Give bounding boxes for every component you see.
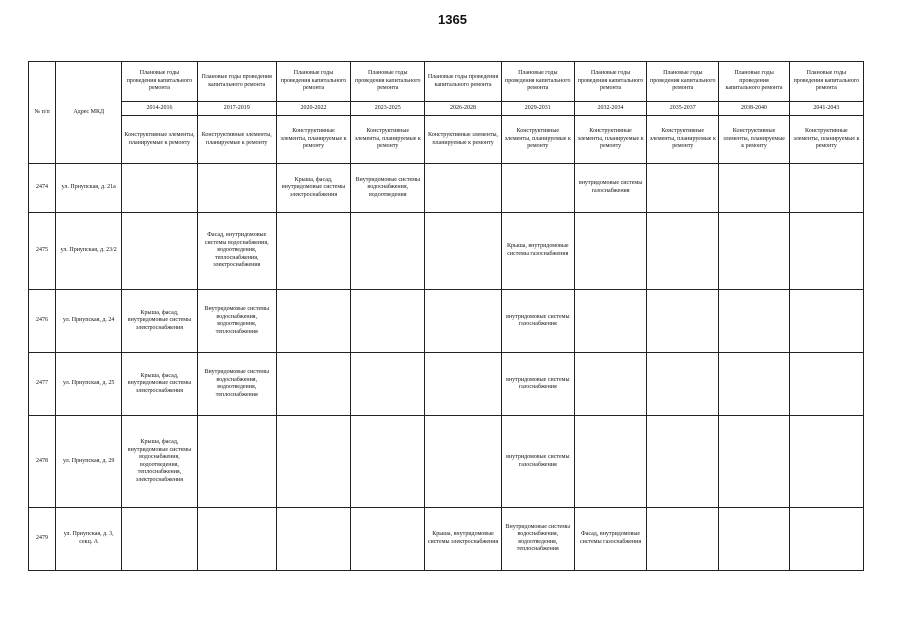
subheader: Конструктивные элементы, планируемые к ремонту <box>789 116 863 164</box>
repair-cell <box>574 212 646 289</box>
period-header: 2014-2016 <box>122 102 197 116</box>
group-header: Плановые годы проведения капитального ремонта <box>501 62 574 102</box>
repair-cell <box>351 507 425 570</box>
subheader: Конструктивные элементы, планируемые к ремонту <box>574 116 646 164</box>
repair-cell: Крыша, фасад, внутридомовые системы электроснабжения <box>122 290 197 353</box>
row-address: ул. Приупская, д. 3, секц. А <box>56 507 122 570</box>
repair-cell: Внутридомовые системы водоснабжения, водоотведения, теплоснабжения <box>501 507 574 570</box>
repair-cell <box>197 416 276 508</box>
repair-cell <box>647 164 719 213</box>
repair-cell <box>425 164 501 213</box>
group-header: Плановые годы проведения капитального ремонта <box>276 62 350 102</box>
repair-cell <box>647 290 719 353</box>
repair-cell <box>197 164 276 213</box>
subheader: Конструктивные элементы, планируемые к ремонту <box>351 116 425 164</box>
repair-cell: Крыша, внутридомовые системы газоснабжения <box>501 212 574 289</box>
repair-cell <box>122 212 197 289</box>
repair-cell <box>789 507 863 570</box>
repair-cell: Фасад, внутридомовые системы водоснабжения, водоотведения, теплоснабжения, электроснабжения <box>197 212 276 289</box>
repair-cell: Внутридомовые системы водоснабжения, водоотведения, теплоснабжения <box>197 353 276 416</box>
repair-cell <box>789 353 863 416</box>
row-address: ул. Приупская, д. 29 <box>56 416 122 508</box>
table-row <box>29 290 864 353</box>
repair-cell <box>122 164 197 213</box>
repair-cell: Крыша, внутридомовые системы электроснабжения <box>425 507 501 570</box>
repair-cell <box>719 290 789 353</box>
repair-cell <box>789 212 863 289</box>
repair-cell <box>574 290 646 353</box>
table-row <box>29 212 864 289</box>
repair-cell <box>276 212 350 289</box>
repair-cell: внутридомовые системы газоснабжения <box>574 164 646 213</box>
repair-cell: внутридомовые системы газоснабжения <box>501 290 574 353</box>
table-row <box>29 416 864 508</box>
page-number: 1365 <box>438 12 467 27</box>
row-number: 2479 <box>29 507 56 570</box>
repair-cell <box>789 416 863 508</box>
group-header: Плановые годы проведения капитального ремонта <box>574 62 646 102</box>
repair-cell <box>719 353 789 416</box>
subheader: Конструктивные элементы, планируемые к ремонту <box>425 116 501 164</box>
repair-cell <box>351 416 425 508</box>
group-header: Плановые годы проведения капитального ремонта <box>351 62 425 102</box>
repair-cell: Внутридомовые системы водоснабжения, водоотведения <box>351 164 425 213</box>
row-number: 2474 <box>29 164 56 213</box>
row-address: ул. Приупская, д. 24 <box>56 290 122 353</box>
repair-cell <box>276 416 350 508</box>
repair-cell <box>425 353 501 416</box>
header-address: Адрес МКД <box>56 62 122 164</box>
repair-cell <box>351 290 425 353</box>
repair-cell <box>789 164 863 213</box>
repair-cell <box>647 212 719 289</box>
subheader: Конструктивные элементы, планируемые к ремонту <box>501 116 574 164</box>
subheader: Конструктивные элементы, планируемые к ремонту <box>276 116 350 164</box>
subheader: Конструктивные элементы, планируемые к ремонту <box>197 116 276 164</box>
period-header: 2035-2037 <box>647 102 719 116</box>
group-header: Плановые годы проведения капитального ремонта <box>122 62 197 102</box>
header-number: № п/п <box>29 62 56 164</box>
group-header: Плановые годы проведения капитального ремонта <box>719 62 789 102</box>
repair-cell <box>719 507 789 570</box>
subheader: Конструктивные элементы, планируемые к ремонту <box>647 116 719 164</box>
group-header: Плановые годы проведения капитального ремонта <box>425 62 501 102</box>
repair-cell <box>574 416 646 508</box>
repair-cell <box>425 212 501 289</box>
repair-cell <box>647 507 719 570</box>
subheader: Конструктивные элементы, планируемые к ремонту <box>122 116 197 164</box>
table-row <box>29 164 864 213</box>
repair-cell <box>276 507 350 570</box>
repair-cell: Крыша, фасад, внутридомовые системы электроснабжения <box>122 353 197 416</box>
repair-cell <box>574 353 646 416</box>
group-header: Плановые годы проведения капитального ремонта <box>197 62 276 102</box>
period-header: 2020-2022 <box>276 102 350 116</box>
group-header: Плановые годы проведения капитального ремонта <box>789 62 863 102</box>
repair-cell <box>197 507 276 570</box>
subheader: Конструктивные элементы, планируемые к ремонту <box>719 116 789 164</box>
period-header: 2026-2028 <box>425 102 501 116</box>
repair-cell: внутридомовые системы газоснабжения <box>501 353 574 416</box>
capital-repair-table <box>28 61 864 571</box>
row-number: 2478 <box>29 416 56 508</box>
repair-cell: Крыша, фасад, внутридомовые системы водоснабжения, водоотведения, теплоснабжения, электроснабжения <box>122 416 197 508</box>
period-header: 2041-2043 <box>789 102 863 116</box>
repair-cell <box>276 290 350 353</box>
repair-cell <box>501 164 574 213</box>
repair-cell <box>789 290 863 353</box>
repair-cell: внутридомовые системы газоснабжения <box>501 416 574 508</box>
repair-cell <box>647 416 719 508</box>
period-header: 2032-2034 <box>574 102 646 116</box>
row-number: 2475 <box>29 212 56 289</box>
period-header: 2038-2040 <box>719 102 789 116</box>
row-address: ул. Прнупская, д. 21а <box>56 164 122 213</box>
repair-cell <box>351 212 425 289</box>
repair-cell <box>719 212 789 289</box>
repair-cell: Крыша, фасад, внутридомовые системы электроснабжения <box>276 164 350 213</box>
row-address: ул. Приупская, д. 25 <box>56 353 122 416</box>
repair-cell: Фасад, внутридомовые системы газоснабжения <box>574 507 646 570</box>
table-row <box>29 353 864 416</box>
group-header: Плановые годы проведения капитального ремонта <box>647 62 719 102</box>
table-row <box>29 507 864 570</box>
row-number: 2477 <box>29 353 56 416</box>
repair-cell <box>719 164 789 213</box>
repair-cell <box>425 416 501 508</box>
repair-cell <box>351 353 425 416</box>
repair-cell <box>122 507 197 570</box>
repair-cell: Внутридомовые системы водоснабжения, водоотведения, теплоснабжения <box>197 290 276 353</box>
period-header: 2029-2031 <box>501 102 574 116</box>
period-header: 2017-2019 <box>197 102 276 116</box>
repair-cell <box>719 416 789 508</box>
repair-cell <box>425 290 501 353</box>
period-header: 2023-2025 <box>351 102 425 116</box>
repair-cell <box>276 353 350 416</box>
row-number: 2476 <box>29 290 56 353</box>
repair-cell <box>647 353 719 416</box>
row-address: ул. Приупская, д. 23/2 <box>56 212 122 289</box>
